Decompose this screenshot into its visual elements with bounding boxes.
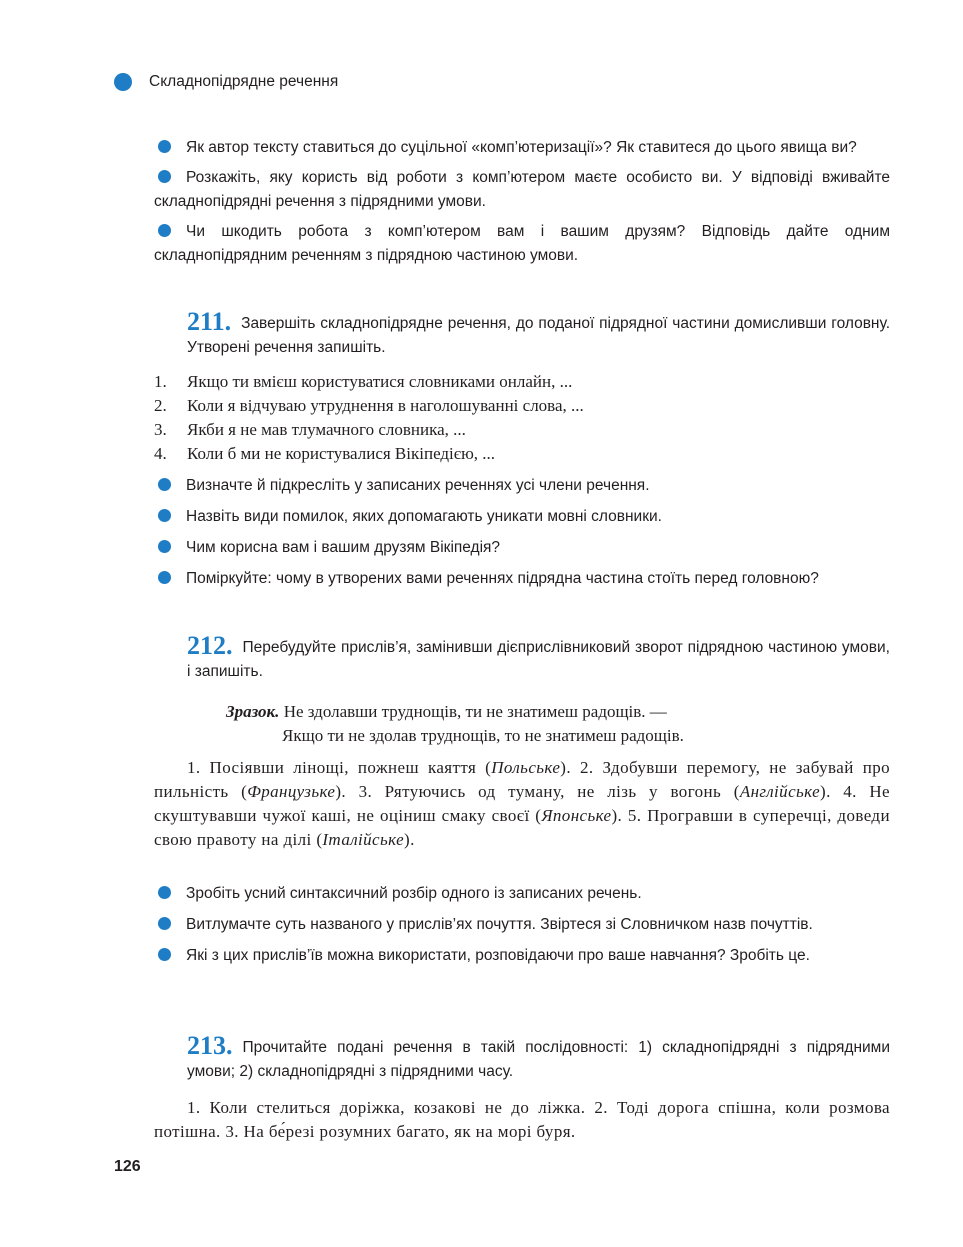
bullet-icon bbox=[158, 540, 171, 553]
chapter-title: Складнопідрядне речення bbox=[149, 73, 339, 90]
exercise-213-text: 1. Коли стелиться доріжка, козакові не до ліжка. 2. Тоді дорога спішна, коли розмова потішна. 3. На бе́резі розумних багато, як на морі буря. bbox=[154, 1098, 890, 1141]
bullet-icon bbox=[158, 886, 171, 899]
exercise-212-questions bbox=[154, 882, 890, 968]
exercise-212-task bbox=[154, 631, 890, 684]
question-item: Які з цих прислів’їв можна використати, розповідаючи про ваше навчання? Зробіть це. bbox=[154, 944, 890, 968]
exercise-instruction: Завершіть складнопідрядне речення, до поданої підрядної частини домисливши головну. Утворені речення запишіть. bbox=[187, 315, 890, 356]
exercise-211-list bbox=[154, 370, 890, 466]
question-item: Зробіть усний синтаксичний розбір одного із записаних речень. bbox=[154, 882, 890, 906]
question-item: Чи шкодить робота з комп’ютером вам і вашим друзям? Відповідь дайте одним складнопідрядним реченням з підрядною частиною умови. bbox=[154, 223, 890, 264]
question-item: Як автор тексту ставиться до суцільної «комп’ютеризації»? Як ставитеся до цього явища ви? bbox=[154, 136, 890, 160]
question-item: Розкажіть, яку користь від роботи з комп’ютером маєте особисто ви. У відповіді вживайте складнопідрядні речення з підрядними умови. bbox=[154, 169, 890, 210]
exercise-213-task bbox=[154, 1031, 890, 1084]
exercise-instruction: Перебудуйте прислів’я, замінивши дієприслівниковий зворот підрядною частиною умови, і запишіть. bbox=[187, 639, 890, 680]
question-item: Визначте й підкресліть у записаних реченнях усі члени речення. bbox=[154, 474, 890, 498]
list-item: 4. Коли б ми не користувалися Вікіпедією, ... bbox=[154, 444, 496, 463]
bullet-icon bbox=[158, 948, 171, 961]
page-number: 126 bbox=[114, 1158, 141, 1175]
exercise-211-questions bbox=[154, 474, 890, 591]
bullet-icon bbox=[158, 170, 171, 183]
intro-questions bbox=[154, 136, 890, 268]
bullet-icon bbox=[158, 224, 171, 237]
bullet-icon bbox=[158, 140, 171, 153]
list-item: 2. Коли я відчуваю утруднення в наголошуванні слова, ... bbox=[154, 396, 584, 415]
question-item: Витлумачте суть названого у прислів’ях почуття. Звіртеся зі Словничком назв почуттів. bbox=[154, 913, 890, 937]
bullet-icon bbox=[158, 478, 171, 491]
exercise-instruction: Прочитайте подані речення в такій послідовності: 1) складнопідрядні з підрядними умови; 2) складнопідрядні з підрядними часу. bbox=[187, 1039, 890, 1080]
chapter-header bbox=[114, 70, 338, 94]
exercise-number: 212. bbox=[187, 631, 233, 660]
exercise-number: 211. bbox=[187, 307, 232, 336]
exercise-212-proverbs: 1. Посіявши лінощі, пожнеш каяття (Польське). 2. Здобувши перемогу, не забувай про пильність (Французьке). 3. Рятуючись од туману, не лізь у вогонь (Англійське). 4. Не скуштувавши чужої каші, не оціниш смаку своєї (Японське). 5. Програвши в суперечці, доведи свою правоту на ділі (Італійське). bbox=[154, 758, 890, 849]
sample-label: Зразок. bbox=[226, 702, 280, 721]
exercise-number: 213. bbox=[187, 1031, 233, 1060]
question-item: Назвіть види помилок, яких допомагають уникати мовні словники. bbox=[154, 505, 890, 529]
bullet-icon bbox=[158, 509, 171, 522]
header-circle-icon bbox=[114, 73, 132, 91]
exercise-211-task bbox=[154, 307, 890, 360]
bullet-icon bbox=[158, 917, 171, 930]
question-item: Чим корисна вам і вашим друзям Вікіпедія? bbox=[154, 536, 890, 560]
bullet-icon bbox=[158, 571, 171, 584]
list-item: 1. Якщо ти вмієш користуватися словниками онлайн, ... bbox=[154, 372, 573, 391]
list-item: 3. Якби я не мав тлумачного словника, ... bbox=[154, 420, 466, 439]
question-item: Поміркуйте: чому в утворених вами реченнях підрядна частина стоїть перед головною? bbox=[154, 567, 890, 591]
exercise-212-sample: Зразок. Не здолавши труднощів, ти не знатимеш радощів. — Якщо ти не здолав труднощів, то не знатимеш радощів. bbox=[226, 702, 684, 745]
